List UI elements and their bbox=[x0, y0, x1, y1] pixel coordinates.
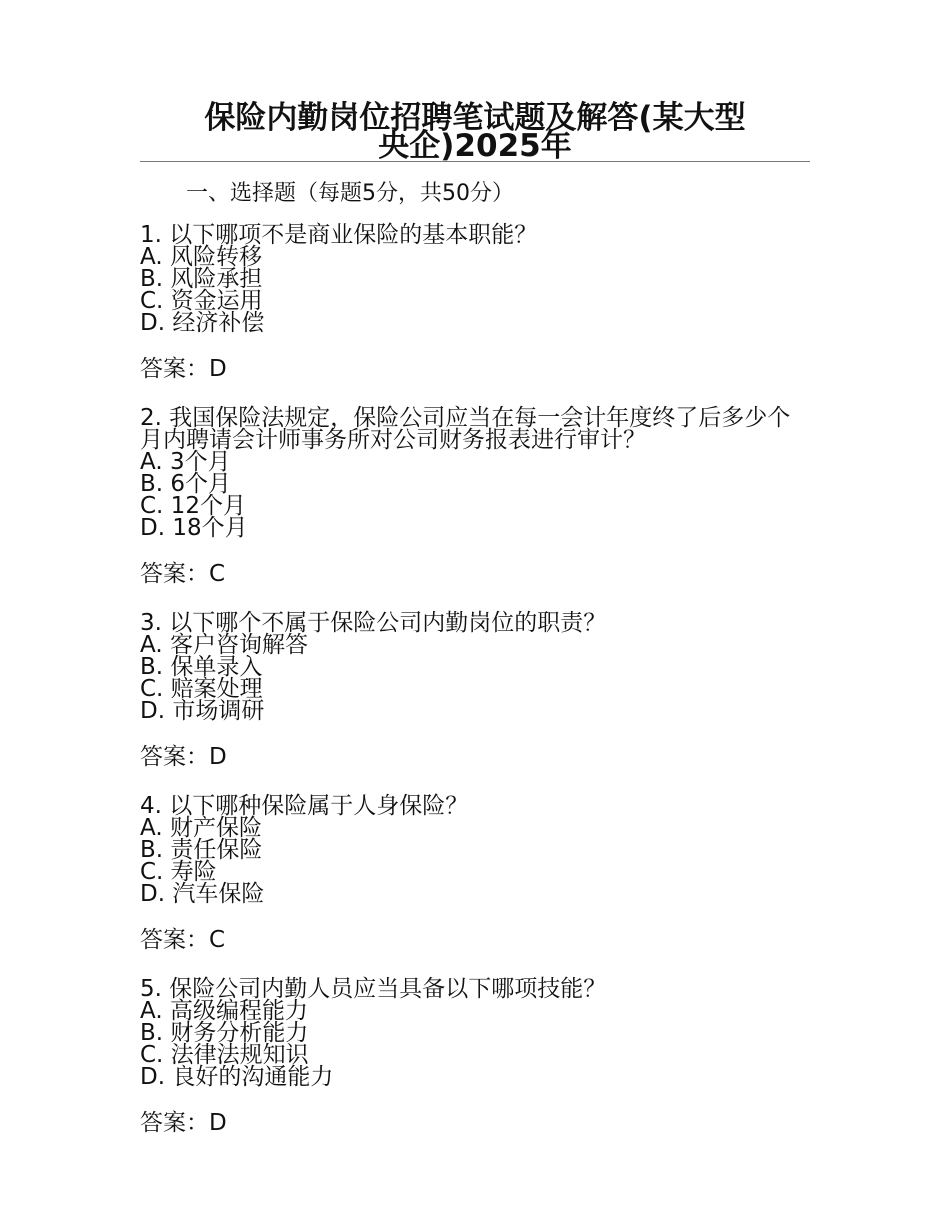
title-line-2: 央企)2025年 bbox=[378, 128, 572, 164]
section-heading: 一、选择题（每题5分，共50分） bbox=[186, 181, 514, 206]
question-text: 3. 以下哪个不属于保险公司内勤岗位的职责？ bbox=[140, 610, 607, 636]
option-b: B. 责任保险 bbox=[140, 837, 263, 863]
answer: 答案：C bbox=[140, 561, 226, 587]
question-text: 5. 保险公司内勤人员应当具备以下哪项技能？ bbox=[140, 976, 607, 1002]
answer: 答案：D bbox=[140, 744, 227, 770]
option-a: A. 风险转移 bbox=[140, 244, 262, 270]
title-line-1: 保险内勤岗位招聘笔试题及解答(某大型 bbox=[204, 100, 746, 136]
option-d: D. 18个月 bbox=[140, 515, 248, 541]
question-3 bbox=[140, 612, 810, 772]
answer: 答案：C bbox=[140, 927, 226, 953]
document-title bbox=[140, 100, 810, 164]
question-1 bbox=[140, 224, 810, 384]
question-text: 1. 以下哪项不是商业保险的基本职能？ bbox=[140, 222, 538, 248]
question-5 bbox=[140, 978, 810, 1138]
option-c: C. 赔案处理 bbox=[140, 676, 263, 702]
question-2 bbox=[140, 407, 810, 589]
question-4 bbox=[140, 795, 810, 955]
option-d: D. 汽车保险 bbox=[140, 881, 265, 907]
option-b: B. 财务分析能力 bbox=[140, 1020, 309, 1046]
option-a: A. 财产保险 bbox=[140, 815, 262, 841]
question-list bbox=[140, 224, 810, 1161]
option-a: A. 高级编程能力 bbox=[140, 998, 308, 1024]
option-b: B. 保单录入 bbox=[140, 654, 263, 680]
question-text: 2. 我国保险法规定，保险公司应当在每一会计年度终了后多少个月内聘请会计师事务所对公司财务报表进行审计？ bbox=[140, 405, 791, 453]
option-a: A. 3个月 bbox=[140, 449, 231, 475]
option-d: D. 市场调研 bbox=[140, 698, 265, 724]
option-b: B. 6个月 bbox=[140, 471, 232, 497]
answer: 答案：D bbox=[140, 356, 227, 382]
option-a: A. 客户咨询解答 bbox=[140, 632, 308, 658]
option-d: D. 良好的沟通能力 bbox=[140, 1064, 334, 1090]
answer: 答案：D bbox=[140, 1110, 227, 1136]
question-text: 4. 以下哪种保险属于人身保险？ bbox=[140, 793, 469, 819]
title-underline bbox=[140, 161, 810, 162]
option-c: C. 12个月 bbox=[140, 493, 246, 519]
option-b: B. 风险承担 bbox=[140, 266, 263, 292]
option-d: D. 经济补偿 bbox=[140, 310, 265, 336]
option-c: C. 寿险 bbox=[140, 859, 217, 885]
option-c: C. 资金运用 bbox=[140, 288, 263, 314]
option-c: C. 法律法规知识 bbox=[140, 1042, 309, 1068]
